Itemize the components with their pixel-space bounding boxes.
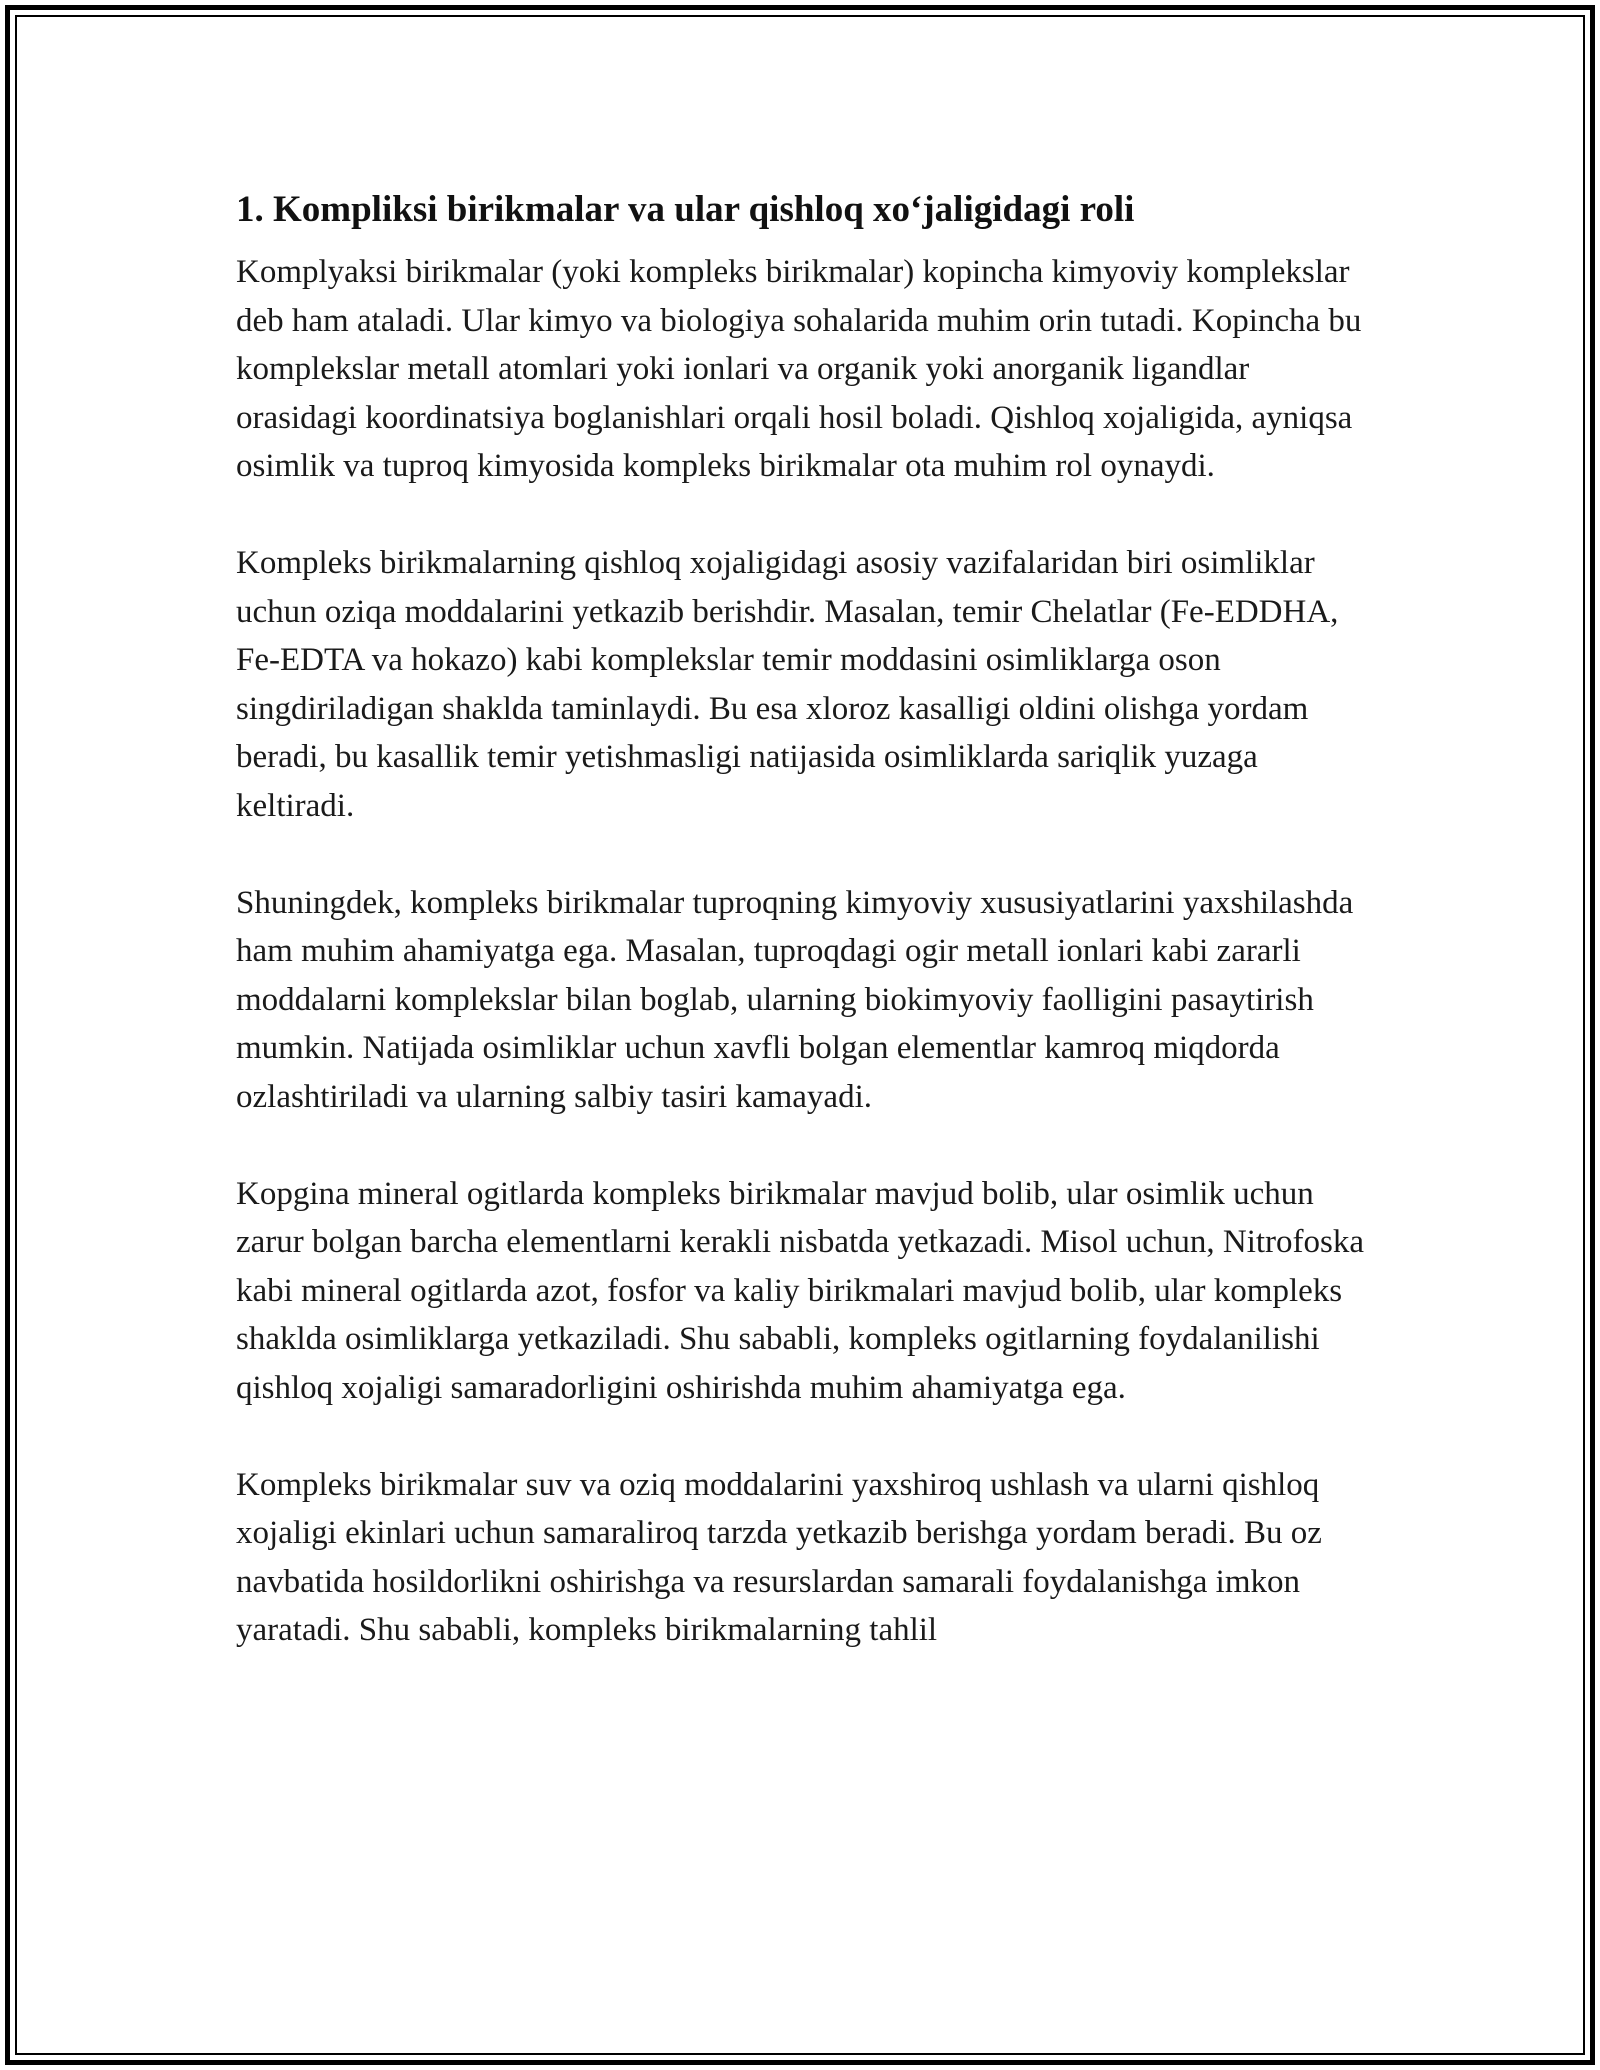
paragraph-5: Kompleks birikmalar suv va oziq moddalarini yaxshiroq ushlash va ularni qishloq xojaligi ekinlari uchun samaraliroq tarzda yetkazib berishga yordam beradi. Bu oz navbatida hosildorlikni oshirishga va resurslardan samarali foydalanishga imkon yaratadi. Shu sababli, kompleks birikmalarning tahlil (236, 1466, 1322, 1648)
paragraph-1: Komplyaksi birikmalar (yoki kompleks birikmalar) kopincha kimyoviy komplekslar deb ham ataladi. Ular kimyo va biologiya sohalarida muhim orin tutadi. Kopincha bu komplekslar metall atomlari yoki ionlari va organik yoki anorganik ligandlar orasidagi koordinatsiya boglanishlari orqali hosil boladi. Qishloq xojaligida, ayniqsa osimlik va tuproq kimyosida kompleks birikmalar ota muhim rol oynaydi. (236, 254, 1362, 484)
document-body (236, 186, 1376, 1703)
section-heading: 1. Kompliksi birikmalar va ular qishloq xo‘jaligidagi roli (236, 189, 1135, 230)
paragraph-2: Kompleks birikmalarning qishloq xojaligidagi asosiy vazifalaridan biri osimliklar uchun oziqa moddalarini yetkazib berishdir. Masalan, temir Chelatlar (Fe-EDDHA, Fe-EDTA va hokazo) kabi komplekslar temir moddasini osimliklarga oson singdiriladigan shaklda taminlaydi. Bu esa xloroz kasalligi oldini olishga yordam beradi, bu kasallik temir yetishmasligi natijasida osimliklarda sariqlik yuzaga keltiradi. (236, 545, 1339, 824)
paragraph-3: Shuningdek, kompleks birikmalar tuproqning kimyoviy xususiyatlarini yaxshilashda ham muhim ahamiyatga ega. Masalan, tuproqdagi ogir metall ionlari kabi zararli moddalarni komplekslar bilan boglab, ularning biokimyoviy faolligini pasaytirish mumkin. Natijada osimliklar uchun xavfli bolgan elementlar kamroq miqdorda ozlashtiriladi va ularning salbiy tasiri kamayadi. (236, 884, 1354, 1115)
paragraph-4: Kopgina mineral ogitlarda kompleks birikmalar mavjud bolib, ular osimlik uchun zarur bolgan barcha elementlarni kerakli nisbatda yetkazadi. Misol uchun, Nitrofoska kabi mineral ogitlarda azot, fosfor va kaliy birikmalari mavjud bolib, ular kompleks shaklda osimliklarga yetkaziladi. Shu sababli, kompleks ogitlarning foydalanilishi qishloq xojaligi samaradorligini oshirishda muhim ahamiyatga ega. (236, 1175, 1365, 1406)
